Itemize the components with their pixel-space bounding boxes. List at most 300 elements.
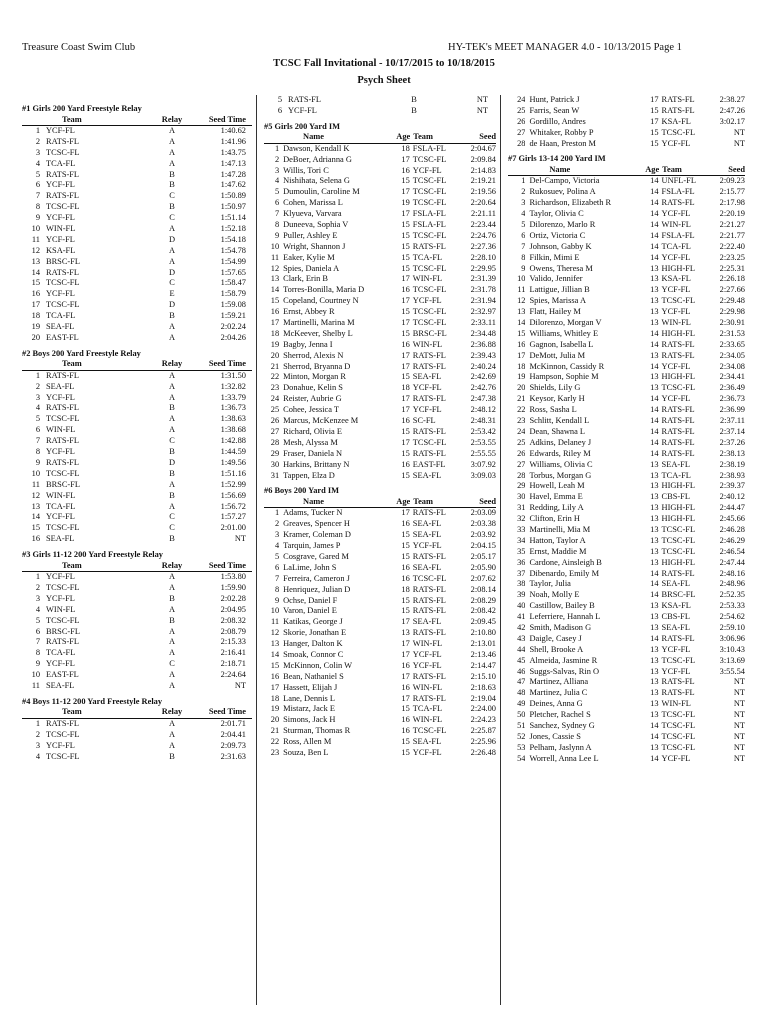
table-cell: 13 bbox=[650, 372, 659, 382]
table-cell: 3:06.96 bbox=[719, 633, 745, 643]
table-cell: 17 bbox=[650, 116, 659, 126]
table-cell: 2:03.38 bbox=[470, 519, 496, 529]
table-row bbox=[508, 710, 745, 721]
table-cell: YCF-FL bbox=[412, 649, 442, 659]
table-cell: 2:17.98 bbox=[719, 198, 745, 208]
table-cell: 15 bbox=[401, 551, 410, 561]
table-cell: 13 bbox=[650, 274, 659, 284]
table-cell: A bbox=[168, 604, 176, 614]
table-row bbox=[264, 264, 496, 275]
table-row bbox=[508, 264, 745, 275]
table-cell: 2:09.73 bbox=[220, 740, 246, 750]
table-cell: A bbox=[168, 245, 176, 255]
table-cell: 2:34.05 bbox=[719, 350, 745, 360]
table-row bbox=[22, 235, 252, 246]
table-cell: 23 bbox=[270, 383, 280, 393]
table-cell: RATS-FL bbox=[661, 448, 695, 458]
table-cell: 8 bbox=[35, 447, 40, 457]
table-cell: 18 bbox=[31, 311, 40, 321]
table-row bbox=[508, 721, 745, 732]
header-cell: Seed Time bbox=[208, 359, 246, 369]
table-cell: Richard, Olivia E bbox=[283, 426, 342, 436]
table-cell: B bbox=[169, 311, 175, 321]
table-cell: Spies, Daniela A bbox=[283, 263, 340, 273]
table-cell: NT bbox=[733, 753, 745, 763]
table-cell: 1 bbox=[274, 143, 280, 153]
table-row bbox=[508, 754, 745, 765]
table-cell: B bbox=[169, 468, 175, 478]
table-cell: 2:16.41 bbox=[220, 648, 246, 658]
table-cell: 15 bbox=[401, 704, 410, 714]
table-cell: 11 bbox=[271, 252, 280, 262]
table-cell: 13 bbox=[650, 514, 659, 524]
table-row bbox=[508, 187, 745, 198]
table-cell: RATS-FL bbox=[661, 568, 695, 578]
table-cell: YCF-FL bbox=[661, 666, 691, 676]
table-cell: 13 bbox=[650, 601, 659, 611]
table-cell: TCA-FL bbox=[46, 648, 76, 658]
table-cell: 13 bbox=[650, 459, 659, 469]
table-cell: 1:50.97 bbox=[220, 202, 246, 212]
table-cell: 2:24.76 bbox=[470, 230, 496, 240]
table-cell: NT bbox=[733, 127, 745, 137]
table-cell: 2:25.87 bbox=[470, 726, 496, 736]
table-row bbox=[508, 677, 745, 688]
table-cell: 2:37.11 bbox=[719, 416, 745, 426]
table-cell: WIN-FL bbox=[46, 604, 76, 614]
table-row bbox=[22, 148, 252, 159]
table-cell: SEA-FL bbox=[661, 622, 690, 632]
table-cell: YCF-FL bbox=[46, 289, 75, 299]
table-cell: 14 bbox=[650, 568, 659, 578]
table-cell: 12 bbox=[31, 245, 40, 255]
table-cell: 1:54.78 bbox=[220, 245, 246, 255]
table-cell: B bbox=[169, 534, 175, 544]
table-cell: 2:38.13 bbox=[719, 448, 745, 458]
table-cell: 1:36.73 bbox=[220, 403, 246, 413]
table-cell: 9 bbox=[35, 213, 40, 223]
table-cell: 42 bbox=[517, 622, 526, 632]
table-cell: TCSC-FL bbox=[412, 230, 447, 240]
table-cell: B bbox=[169, 593, 175, 603]
table-cell: 14 bbox=[650, 448, 659, 458]
table-cell: McKeever, Shelby L bbox=[283, 328, 353, 338]
table-row bbox=[264, 438, 496, 449]
table-cell: Ochse, Daniel F bbox=[283, 595, 338, 605]
table-cell: 2:53.33 bbox=[719, 601, 745, 611]
table-cell: 4 bbox=[35, 403, 40, 413]
table-cell: RATS-FL bbox=[661, 437, 695, 447]
table-row bbox=[22, 681, 252, 692]
table-cell: C bbox=[169, 213, 175, 223]
table-cell: 17 bbox=[401, 649, 410, 659]
table-cell: 2:15.33 bbox=[220, 637, 246, 647]
table-cell: Copeland, Courtney N bbox=[283, 296, 359, 306]
table-row bbox=[508, 547, 745, 558]
table-cell: 1:31.50 bbox=[220, 370, 246, 380]
table-cell: 17 bbox=[401, 296, 410, 306]
table-cell: TCSC-FL bbox=[46, 300, 80, 310]
table-cell: 24 bbox=[517, 95, 526, 104]
table-cell: 15 bbox=[517, 328, 526, 338]
table-cell: Katikas, George J bbox=[283, 617, 343, 627]
table-cell: SEA-FL bbox=[412, 530, 442, 540]
table-cell: 30 bbox=[517, 492, 526, 502]
table-cell: 14 bbox=[650, 176, 659, 186]
table-cell: YCF-FL bbox=[46, 740, 75, 750]
table-cell: Martinelli, Marina M bbox=[283, 318, 355, 328]
table-cell: C bbox=[169, 523, 175, 533]
table-cell: 2:33.65 bbox=[719, 339, 745, 349]
table-cell: Redding, Lily A bbox=[529, 503, 584, 513]
table-cell: RATS-FL bbox=[661, 350, 695, 360]
table-cell: C bbox=[169, 436, 175, 446]
table-cell: 14 bbox=[650, 394, 659, 404]
table-cell: Bagby, Jenna I bbox=[283, 339, 333, 349]
table-row bbox=[22, 741, 252, 752]
table-row bbox=[508, 231, 745, 242]
table-row bbox=[508, 656, 745, 667]
table-cell: Sherrod, Alexis N bbox=[283, 350, 344, 360]
table-cell: Whitaker, Robby P bbox=[529, 127, 594, 137]
table-row bbox=[264, 253, 496, 264]
table-row bbox=[22, 300, 252, 311]
table-cell: TCSC-FL bbox=[46, 414, 80, 424]
table-cell: 13 bbox=[650, 263, 659, 273]
table-cell: 21 bbox=[517, 394, 526, 404]
table-cell: TCSC-FL bbox=[412, 176, 447, 186]
table-cell: B bbox=[169, 751, 175, 761]
table-cell: 44 bbox=[517, 644, 526, 654]
table-cell: 17 bbox=[401, 209, 410, 219]
header-cell: Age bbox=[645, 164, 660, 174]
table-cell: 2:40.24 bbox=[470, 361, 496, 371]
table-cell: Souza, Ben L bbox=[283, 747, 329, 757]
table-row bbox=[264, 242, 496, 253]
table-cell: SEA-FL bbox=[661, 459, 690, 469]
table-cell: 4 bbox=[35, 604, 40, 614]
column-divider bbox=[500, 95, 501, 1005]
table-cell: Suggs-Salvas, Rin O bbox=[529, 666, 600, 676]
table-cell: FSLA-FL bbox=[661, 230, 695, 240]
table-cell: 1 bbox=[35, 718, 40, 728]
table-cell: Ortiz, Victoria C bbox=[529, 230, 586, 240]
table-cell: Adkins, Delaney J bbox=[529, 437, 592, 447]
table-cell: C bbox=[169, 191, 175, 201]
table-cell: NT bbox=[733, 742, 745, 752]
table-cell: TCSC-FL bbox=[661, 731, 696, 741]
event-title: #5 Girls 200 Yard IM bbox=[264, 121, 340, 131]
table-cell: 15 bbox=[401, 606, 410, 616]
table-cell: 4 bbox=[274, 541, 280, 551]
table-cell: B bbox=[169, 615, 175, 625]
table-row bbox=[264, 471, 496, 482]
table-cell: 18 bbox=[401, 383, 410, 393]
table-cell: WIN-FL bbox=[412, 682, 443, 692]
table-cell: FSLA-FL bbox=[412, 220, 446, 230]
table-cell: 17 bbox=[650, 95, 659, 104]
table-cell: TCSC-FL bbox=[412, 154, 447, 164]
table-cell: Martinelli, Mia M bbox=[529, 524, 591, 534]
table-cell: RATS-FL bbox=[412, 628, 446, 638]
table-cell: 15 bbox=[270, 296, 280, 306]
table-cell: 10 bbox=[31, 670, 40, 680]
table-cell: WIN-FL bbox=[412, 274, 443, 284]
table-row bbox=[264, 106, 496, 117]
table-cell: TCA-FL bbox=[412, 704, 443, 714]
table-cell: 1:44.59 bbox=[220, 447, 246, 457]
table-cell: 15 bbox=[401, 530, 410, 540]
table-cell: HIGH-FL bbox=[661, 503, 696, 513]
table-cell: 2:08.14 bbox=[470, 584, 496, 594]
table-cell: 1:58.47 bbox=[220, 278, 246, 288]
table-cell: A bbox=[168, 136, 176, 146]
table-cell: Richardson, Elizabeth R bbox=[529, 198, 612, 208]
table-cell: NT bbox=[733, 699, 745, 709]
table-cell: RATS-FL bbox=[46, 403, 80, 413]
table-cell: 14 bbox=[270, 649, 280, 659]
table-cell: 15 bbox=[650, 138, 659, 148]
table-cell: 2:48.96 bbox=[719, 579, 745, 589]
table-cell: 20 bbox=[270, 715, 280, 725]
table-row bbox=[508, 645, 745, 656]
table-cell: 9 bbox=[35, 457, 40, 467]
table-cell: RATS-FL bbox=[412, 361, 446, 371]
table-cell: 2:09.84 bbox=[470, 154, 496, 164]
table-cell: 1 bbox=[274, 508, 280, 518]
table-row bbox=[508, 438, 745, 449]
table-cell: TCSC-FL bbox=[46, 278, 80, 288]
table-cell: C bbox=[169, 659, 175, 669]
table-cell: 2:53.55 bbox=[470, 437, 496, 447]
table-cell: 11 bbox=[31, 680, 40, 690]
table-row bbox=[264, 220, 496, 231]
table-cell: 15 bbox=[31, 278, 40, 288]
table-cell: SEA-FL bbox=[412, 617, 442, 627]
table-cell: 15 bbox=[650, 105, 659, 115]
table-cell: 13 bbox=[650, 524, 659, 534]
table-cell: Howell, Leah M bbox=[529, 481, 585, 491]
table-row bbox=[22, 159, 252, 170]
table-cell: Mistarz, Jack E bbox=[283, 704, 335, 714]
table-cell: 7 bbox=[35, 637, 40, 647]
table-cell: 2:39.37 bbox=[719, 481, 745, 491]
table-cell: A bbox=[168, 224, 176, 234]
table-cell: 14 bbox=[650, 590, 659, 600]
table-cell: Del-Campo, Victoria bbox=[529, 176, 600, 186]
table-cell: 15 bbox=[401, 176, 410, 186]
table-row bbox=[22, 719, 252, 730]
table-cell: 14 bbox=[650, 753, 659, 763]
table-cell: 20 bbox=[31, 332, 40, 342]
table-cell: YCF-FL bbox=[46, 572, 75, 582]
table-cell: A bbox=[168, 740, 176, 750]
table-cell: Adams, Tucker N bbox=[283, 508, 343, 518]
table-row bbox=[508, 209, 745, 220]
table-cell: 10 bbox=[31, 468, 40, 478]
table-cell: Almeida, Jasmine R bbox=[529, 655, 598, 665]
table-row bbox=[22, 278, 252, 289]
table-cell: YCF-FL bbox=[412, 383, 442, 393]
table-cell: 17 bbox=[401, 639, 410, 649]
table-cell: 52 bbox=[517, 731, 526, 741]
table-row bbox=[264, 449, 496, 460]
table-cell: 12 bbox=[31, 490, 40, 500]
table-row bbox=[22, 752, 252, 763]
header-blank bbox=[22, 359, 40, 370]
table-cell: A bbox=[168, 126, 176, 135]
table-cell: YCF-FL bbox=[412, 541, 442, 551]
table-cell: 14 bbox=[650, 187, 659, 197]
table-cell: DeMott, Julia M bbox=[529, 350, 586, 360]
table-row bbox=[264, 704, 496, 715]
header-blank bbox=[508, 165, 525, 176]
table-row bbox=[508, 579, 745, 590]
table-row bbox=[22, 627, 252, 638]
table-cell: Williams, Whitley E bbox=[529, 328, 599, 338]
table-cell: 2:29.48 bbox=[719, 296, 745, 306]
table-cell: B bbox=[411, 95, 417, 104]
table-cell: 24 bbox=[517, 426, 526, 436]
table-cell: TCSC-FL bbox=[412, 573, 447, 583]
table-cell: 1:51.16 bbox=[220, 468, 246, 478]
table-cell: 2:52.35 bbox=[719, 590, 745, 600]
table-cell: A bbox=[168, 425, 176, 435]
table-row bbox=[508, 569, 745, 580]
table-row bbox=[508, 351, 745, 362]
table-row bbox=[264, 508, 496, 519]
table-row bbox=[22, 659, 252, 670]
table-row bbox=[22, 480, 252, 491]
table-cell: Castillow, Bailey B bbox=[529, 601, 595, 611]
table-cell: 2:24.00 bbox=[470, 704, 496, 714]
table-cell: 15 bbox=[401, 307, 410, 317]
table-cell: 54 bbox=[517, 753, 526, 763]
table-cell: A bbox=[168, 256, 176, 266]
header-cell: Team bbox=[62, 560, 82, 570]
table-cell: Smoak, Connor C bbox=[283, 649, 344, 659]
table-cell: 16 bbox=[31, 289, 40, 299]
table-row bbox=[264, 639, 496, 650]
table-cell: Nishihata, Selena G bbox=[283, 176, 350, 186]
table-cell: 2:42.69 bbox=[470, 372, 496, 382]
table-cell: 16 bbox=[401, 165, 410, 175]
table-cell: NT bbox=[476, 105, 488, 115]
table-cell: Worrell, Anna Lee L bbox=[529, 753, 599, 763]
table-cell: 2:24.23 bbox=[470, 715, 496, 725]
table-cell: WIN-FL bbox=[46, 490, 76, 500]
table-cell: 13 bbox=[650, 383, 659, 393]
table-row bbox=[22, 246, 252, 257]
table-cell: 12 bbox=[270, 628, 280, 638]
table-cell: TCSC-FL bbox=[412, 285, 447, 295]
table-cell: 17 bbox=[401, 437, 410, 447]
table-cell: KSA-FL bbox=[661, 601, 691, 611]
table-cell: SEA-FL bbox=[46, 680, 75, 690]
table-row bbox=[264, 617, 496, 628]
table-row bbox=[508, 285, 745, 296]
table-row bbox=[264, 460, 496, 471]
table-cell: 11 bbox=[31, 234, 40, 244]
table-cell: RATS-FL bbox=[46, 370, 80, 380]
table-cell: HIGH-FL bbox=[661, 263, 696, 273]
table-row bbox=[508, 318, 745, 329]
table-cell: 17 bbox=[401, 394, 410, 404]
table-cell: KSA-FL bbox=[661, 274, 691, 284]
table-cell: Sturman, Thomas R bbox=[283, 726, 351, 736]
table-cell: A bbox=[168, 381, 176, 391]
table-cell: 2:29.95 bbox=[470, 263, 496, 273]
table-cell: RATS-FL bbox=[661, 95, 695, 104]
table-cell: 8 bbox=[521, 252, 526, 262]
table-cell: 36 bbox=[517, 557, 526, 567]
table-cell: SEA-FL bbox=[412, 737, 442, 747]
table-row bbox=[22, 393, 252, 404]
table-cell: 16 bbox=[401, 339, 410, 349]
table-row bbox=[264, 574, 496, 585]
table-row bbox=[508, 612, 745, 623]
table-cell: 13 bbox=[650, 742, 659, 752]
table-cell: 16 bbox=[401, 285, 410, 295]
table-cell: Johnson, Gabby K bbox=[529, 241, 592, 251]
table-cell: SEA-FL bbox=[412, 470, 442, 480]
table-cell: A bbox=[168, 370, 176, 380]
table-cell: TCSC-FL bbox=[46, 615, 80, 625]
table-cell: 2:27.36 bbox=[470, 241, 496, 251]
table-cell: TCSC-FL bbox=[412, 263, 447, 273]
table-cell: Flatt, Hailey M bbox=[529, 307, 581, 317]
table-cell: 1:57.27 bbox=[220, 512, 246, 522]
table-cell: 1:43.75 bbox=[220, 147, 246, 157]
table-header bbox=[264, 497, 496, 509]
table-cell: YCF-FL bbox=[46, 180, 75, 190]
table-row bbox=[264, 274, 496, 285]
header-blank bbox=[264, 132, 279, 143]
table-row bbox=[22, 180, 252, 191]
table-cell: 2:08.79 bbox=[220, 626, 246, 636]
table-cell: 23 bbox=[270, 747, 280, 757]
table-cell: 13 bbox=[650, 666, 659, 676]
table-cell: BRSC-FL bbox=[412, 328, 447, 338]
table-cell: RATS-FL bbox=[46, 169, 80, 179]
table-cell: 13 bbox=[650, 655, 659, 665]
table-cell: 2:40.12 bbox=[719, 492, 745, 502]
table-cell: 14 bbox=[650, 361, 659, 371]
table-cell: NT bbox=[234, 680, 246, 690]
table-cell: 24 bbox=[270, 394, 280, 404]
table-cell: YCF-FL bbox=[412, 405, 442, 415]
table-cell: RATS-FL bbox=[412, 508, 446, 518]
table-row bbox=[264, 144, 496, 155]
table-cell: YCF-FL bbox=[46, 593, 75, 603]
table-cell: 9 bbox=[274, 230, 280, 240]
table-cell: 1:47.62 bbox=[220, 180, 246, 190]
table-cell: 11 bbox=[271, 617, 280, 627]
table-cell: TCSC-FL bbox=[412, 726, 447, 736]
table-cell: 1 bbox=[35, 370, 40, 380]
table-cell: 17 bbox=[401, 405, 410, 415]
table-cell: 2:13.01 bbox=[470, 639, 496, 649]
header-cell: Team bbox=[62, 114, 82, 124]
table-cell: 28 bbox=[517, 138, 526, 148]
table-cell: 2:24.64 bbox=[220, 670, 246, 680]
table-cell: 15 bbox=[401, 737, 410, 747]
table-cell: 2 bbox=[274, 154, 280, 164]
table-cell: 2:03.92 bbox=[470, 530, 496, 540]
table-cell: A bbox=[168, 680, 176, 690]
table-cell: 2:46.28 bbox=[719, 524, 745, 534]
table-cell: Cohee, Jessica T bbox=[283, 405, 340, 415]
